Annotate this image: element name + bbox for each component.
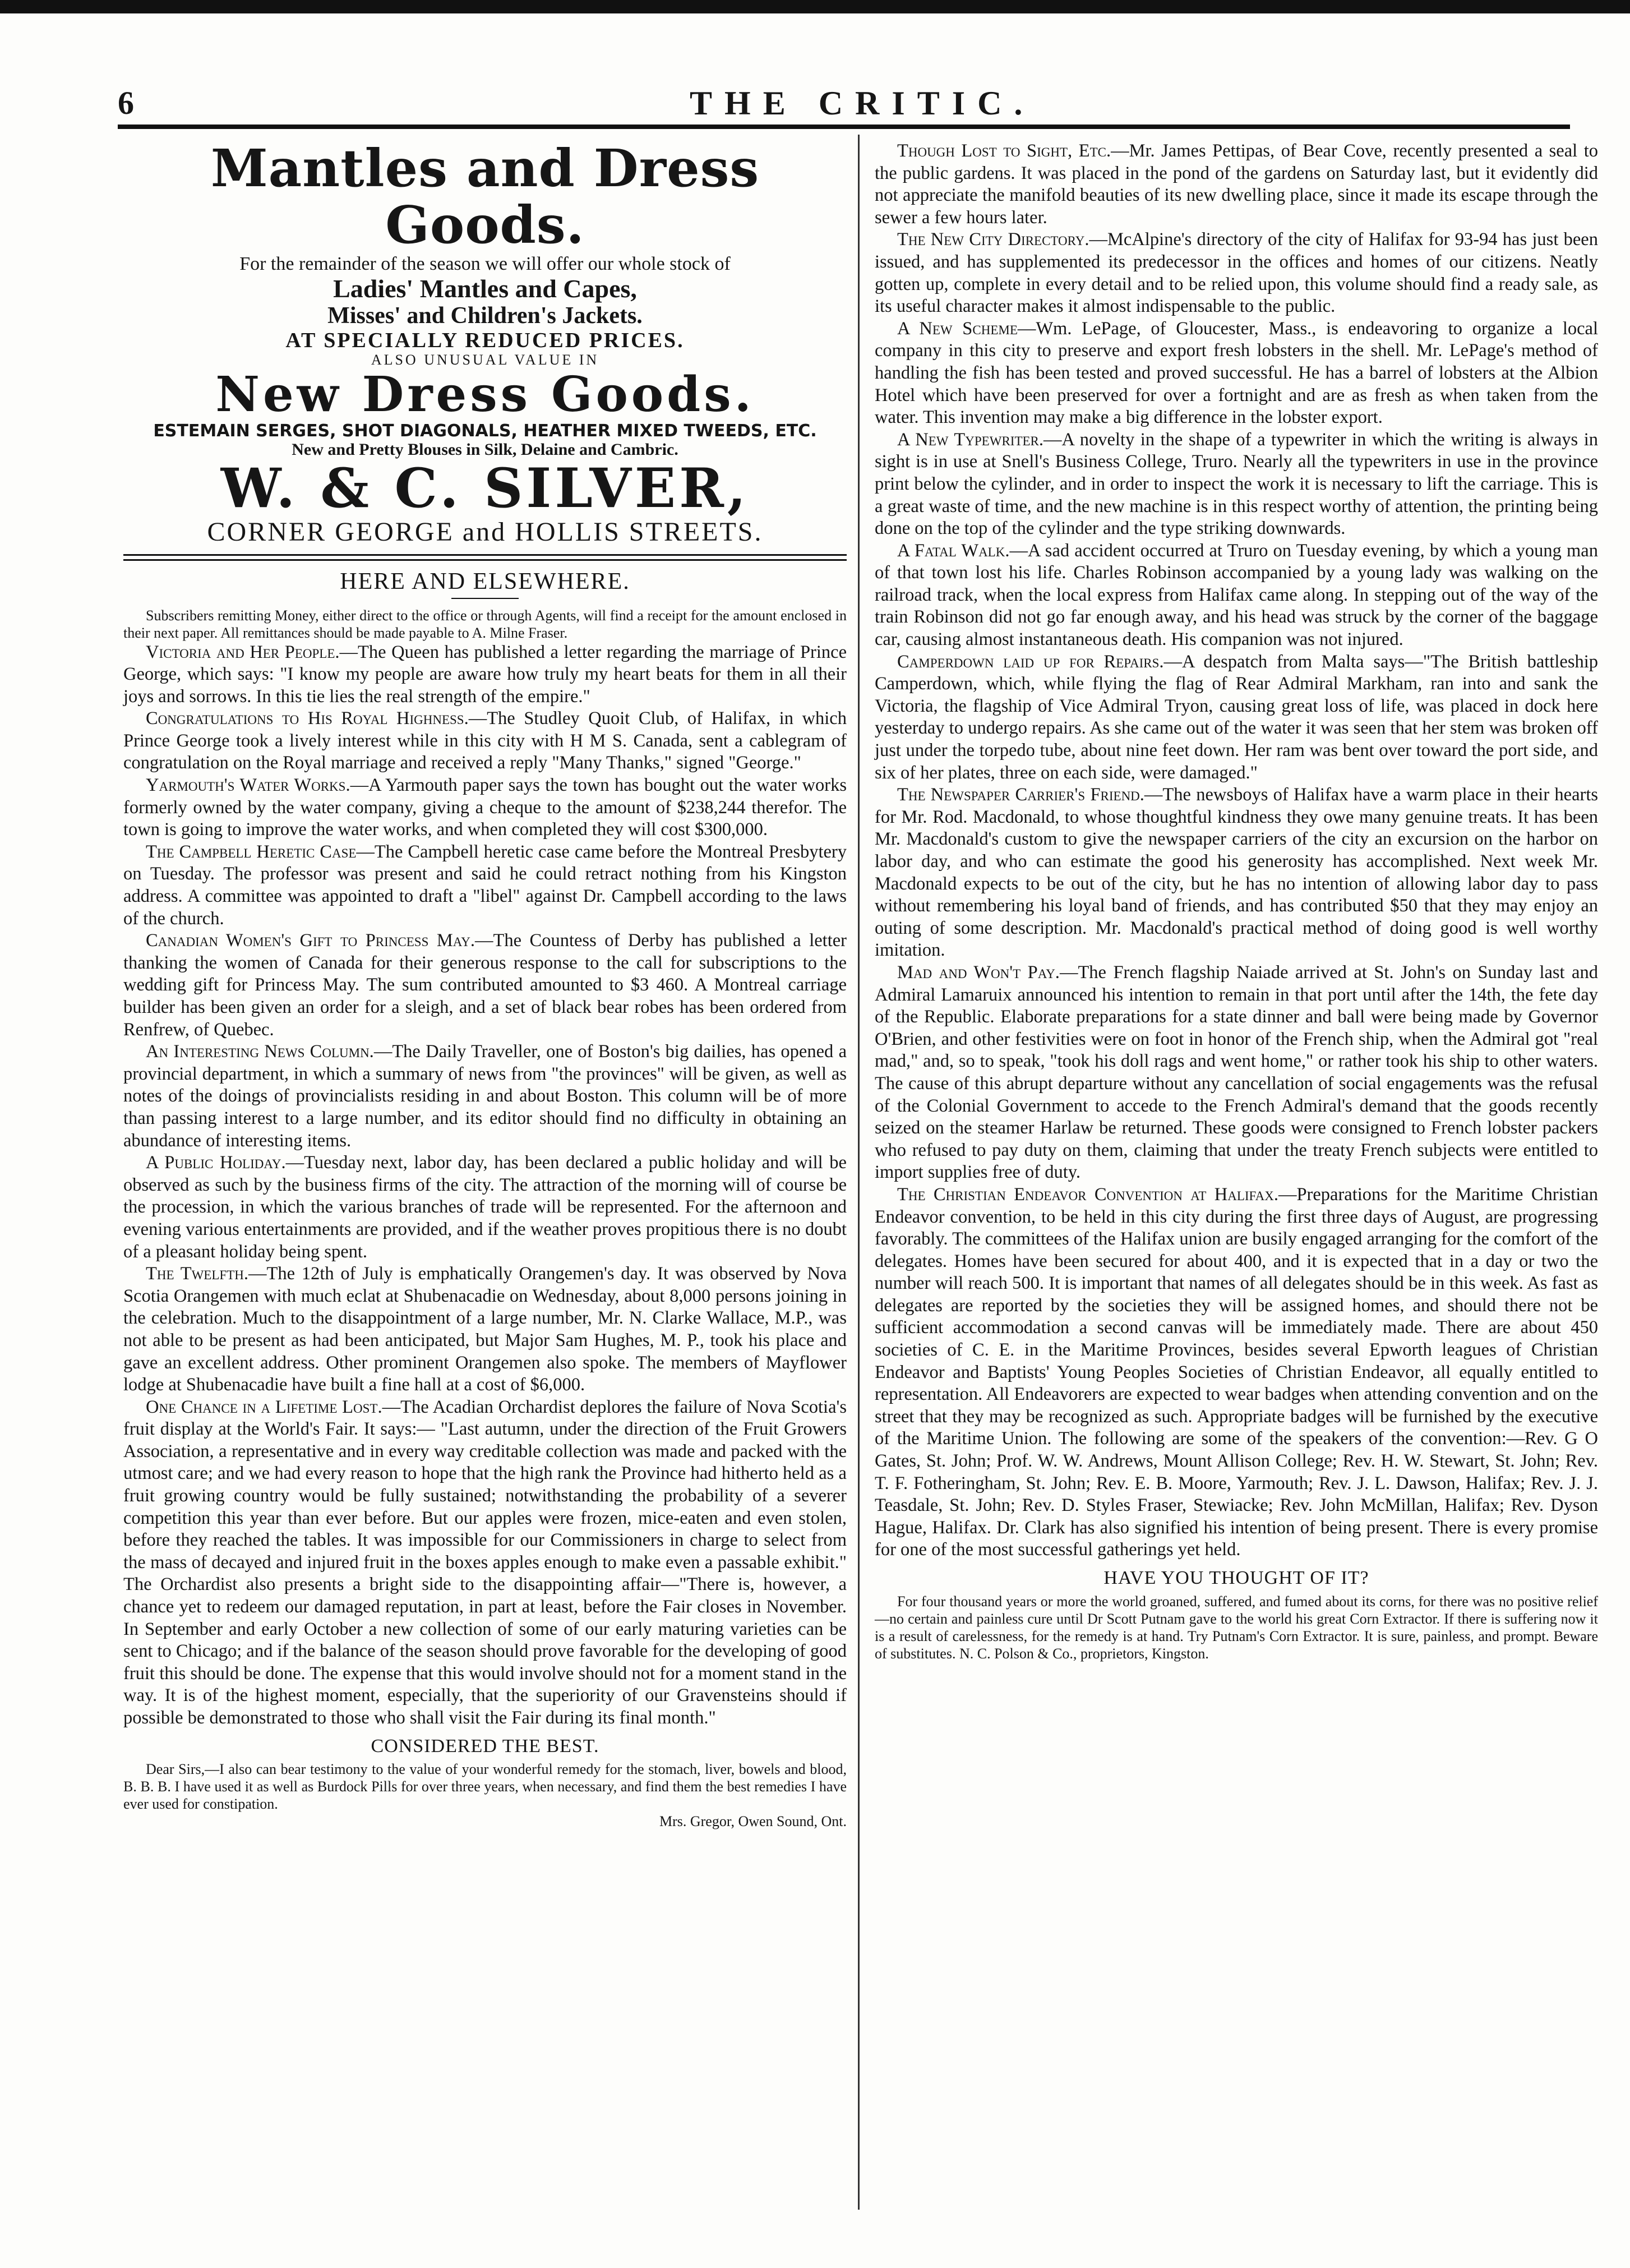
ad-line: For the remainder of the season we will offer our whole stock of — [239, 253, 731, 275]
article-kicker: A New Scheme — [897, 318, 1018, 339]
article — [123, 775, 847, 841]
article-kicker: Victoria and Her People. — [146, 642, 340, 662]
ad-line: ALSO UNUSUAL VALUE IN — [371, 352, 599, 368]
ad-line: Misses' and Children's Jackets. — [327, 303, 643, 329]
article-body: —The French flagship Naiade arrived at St. John's on Sunday last and Admiral Lamaruix announced his intention to remain in that port until after the 14th, the fete day of the Republic. Elaborate preparations for a state dinner and ball were being made by Governor O'Brien, and other festivities were on foot in honor of the French ship, when the Admiral got "real mad," and, so to speak, "took his doll rags and went home," or rather took his ship to other waters. The cause of this abrupt departure without any cancellation of social engagements was the refusal of the Colonial Government to accede to the French Admiral's demand that the goods recently seized on the steamer Harlaw be returned. These goods were consigned to French lobster packers who refused to pay duty on them, claiming that under the treaty French subjects were entitled to import supplies free of duty. — [875, 962, 1598, 1183]
masthead-title: THE CRITIC. — [690, 85, 1035, 122]
article-kicker: The Newspaper Carrier's Friend. — [897, 785, 1144, 805]
article-body: —Mr. James Pettipas, of Bear Cove, recently presented a seal to the public gardens. It was placed in the pond of the gardens on Saturday last, but it evidently did not appreciate the manifold beauties of its new dwelling place, since it made its escape through the sewer a few hours later. — [875, 141, 1598, 228]
article-body: —The Countess of Derby has published a letter thanking the women of Canada for their generous response to the call for subscriptions to the wedding gift for Princess May. The sum contributed amounted to $3 460. A Montreal carriage builder has been given an order for a sleigh, and a set of black bear robes has been ordered from Renfrew, of Quebec. — [123, 930, 847, 1040]
subscriber-notice: Subscribers remitting Money, either direct to the office or through Agents, will find a receipt for the amount enclosed in their next paper. All remittances should be made payable to A. Milne Fraser. — [123, 607, 847, 641]
article-kicker: An Interesting News Column. — [146, 1041, 374, 1062]
article — [123, 1041, 847, 1152]
ad-signature: Mrs. Gregor, Owen Sound, Ont. — [659, 1813, 847, 1830]
ad-body: For four thousand years or more the world groaned, suffered, and fumed about its corns, for there was no positive relief—no certain and painless cure until Dr Scott Putnam gave to the world his great Corn Extractor. If there is suffering now it is a result of carelessness, for the remedy is at hand. Try Putnam's Corn Extractor. It is sure, painless, and prompt. Beware of substitutes. N. C. Polson & Co., proprietors, Kingston. — [875, 1593, 1598, 1662]
article-kicker: The Twelfth. — [146, 1264, 248, 1284]
article-body: —A novelty in the shape of a typewriter in which the writing is always in sight is in use at Snell's Business College, Truro. Nearly all the typewriters in use in the province print below the cylinder, and in order to inspect the work it is necessary to lift the carriage. This is a great waste of time, and the new machine is in this respect worthy of attention, the printing being done on the top of the cylinder and the type striking downwards. — [875, 429, 1598, 539]
article — [875, 962, 1598, 1184]
ad-address: CORNER GEORGE and HOLLIS STREETS. — [207, 517, 763, 547]
article-body: —A despatch from Malta says—"The British battleship Camperdown, which, while flying the flag of Rear Admiral Markham, ran into and sank the Victoria, the flagship of Vice Admiral Tryon, causing great loss of life, was placed in dock here yesterday to undergo repairs. As she came out of the water it was seen that her stem was broken off just under the torpedo tube, about nine feet down. Her ram was bent over toward the port side, and six of her plates, three on each side, were damaged." — [875, 651, 1598, 783]
article — [875, 1184, 1598, 1561]
article-kicker: The New City Directory. — [897, 229, 1089, 250]
article — [875, 784, 1598, 962]
article-body: —McAlpine's directory of the city of Halifax for 93-94 has just been issued, and has supplemented its predecessor in the offices and homes of our citizens. Neatly gotten up, complete in every detail and to be relied upon, this volume should find a ready sale, as its useful character makes it almost indispensable to the public. — [875, 229, 1598, 317]
article-kicker: The Christian Endeavor Convention at Halifax. — [897, 1184, 1278, 1205]
ad-line: New and Pretty Blouses in Silk, Delaine and Cambric. — [292, 440, 678, 459]
article-kicker: The Campbell Heretic Case — [146, 841, 357, 862]
double-rule — [123, 554, 847, 561]
ad-body: Dear Sirs,—I also can bear testimony to the value of your wonderful remedy for the stomach, liver, bowels and blood, B. B. B. I have used it as well as Burdock Pills for over three years, when necessary, and find them the best remedies I have ever used for constipation. — [123, 1761, 847, 1813]
article-body: —The newsboys of Halifax have a warm place in their hearts for Mr. Rod. Macdonald, to whose thoughtful kindness they owe many genuine treats. It has been Mr. Macdonald's custom to give the newspaper carriers of the city an excursion on the harbor on labor day, and who can estimate the good his generosity has accomplished. Next week Mr. Macdonald expects to be out of the city, but he has no intention of allowing labor day to pass without remembering his loyal band of friends, and has contributed $50 that they may enjoy an outing of some description. Mr. Macdonald's practical method of doing good is well worthy imitation. — [875, 785, 1599, 961]
article — [875, 318, 1598, 429]
article-body: —A sad accident occurred at Truro on Tuesday evening, by which a young man of that town lost his life. Charles Robinson accompanied by a young lady was walking on the railroad track, when the local express from Halifax came along. In stepping out of the way of the train Robinson did not go far enough away, and his head was struck by the corner of the baggage car, causing almost instantaneous death. His companion was not injured. — [875, 540, 1598, 650]
article-kicker: One Chance in a Lifetime Lost. — [146, 1396, 382, 1417]
silver-advertisement — [123, 140, 847, 547]
column-divider — [858, 135, 860, 2210]
article-body: —Tuesday next, labor day, has been declared a public holiday and will be observed as such by the business firms of the city. The attraction of the morning will of course be the procession, in which the various branches of trade will be represented. For the afternoon and evening various entertainments are provided, and if the weather proves propitious there is no doubt of a pleasant holiday being spent. — [123, 1153, 847, 1262]
article-body: —The 12th of July is emphatically Orangemen's day. It was observed by Nova Scotia Orangemen with much eclat at Shubenacadie on Wednesday, about 8,000 persons joining in the celebration. Much to the disappointment of a large number, Mr. N. Clarke Wallace, M.P., was not able to be present as had been anticipated, but Major Sam Hughes, M. P., took his place and gave an excellent address. Other prominent Orangemen also spoke. The members of Mayflower lodge at Shubenacadie have built a fine hall at a cost of $6,000. — [123, 1264, 847, 1395]
article-kicker: Camperdown laid up for Repairs. — [897, 651, 1164, 672]
article — [123, 841, 847, 930]
article — [123, 1396, 847, 1730]
article-kicker: Yarmouth's Water Works. — [146, 775, 350, 796]
article-kicker: Mad and Won't Pay. — [897, 962, 1060, 983]
article-kicker: A Fatal Walk. — [897, 540, 1010, 561]
article-kicker: A Public Holiday. — [146, 1153, 286, 1173]
article — [123, 1263, 847, 1396]
ad-title: HAVE YOU THOUGHT OF IT? — [1103, 1568, 1369, 1588]
right-column — [875, 140, 1598, 1662]
ad-line: ESTEMAIN SERGES, SHOT DIAGONALS, HEATHER MIXED TWEEDS, ETC. — [153, 421, 817, 441]
article-kicker: A New Typewriter. — [897, 429, 1044, 450]
page-number: 6 — [118, 85, 134, 121]
article-kicker: Though Lost to Sight, Etc. — [897, 141, 1111, 161]
article-kicker: Congratulations to His Royal Highness. — [146, 708, 469, 729]
page-header — [118, 84, 1576, 123]
article-body: —The Studley Quoit Club, of Halifax, in which Prince George took a lively interest while in this city with H M S. Canada, sent a cablegram of congratulation on the Royal marriage and received a reply "Many Thanks," signed "George." — [123, 708, 847, 773]
article — [875, 429, 1598, 540]
ad-merchant-name: W. & C. SILVER, — [220, 456, 750, 520]
section-title: HERE AND ELSEWHERE. — [340, 568, 630, 594]
article — [123, 1152, 847, 1263]
short-rule — [451, 598, 519, 599]
article — [123, 642, 847, 708]
ad-headline: Mantles and Dress Goods. — [210, 138, 760, 256]
article — [875, 140, 1598, 229]
article — [875, 229, 1598, 317]
top-border-bar — [0, 0, 1630, 13]
ad-subheadline: New Dress Goods. — [215, 366, 755, 423]
article-body: —The Acadian Orchardist deplores the failure of Nova Scotia's fruit display at the World's Fair. It says:— "Last autumn, under the direction of the Fruit Growers Association, a representative and in every way creditable collection was made and packed with the utmost care; and we had every reason to hope that the high rank the Province had hitherto held as a fruit growing country would be fully sustained; notwithstanding the probability of a severer competition this year than ever before. But our apples were frozen, mice-eaten and even stolen, before they reached the tables. It was impossible for our Commissioners in charge to select from the mass of decayed and injured fruit in the boxes apples enough to make even a passable exhibit." The Orchardist also presents a bright side to the disappointing affair—"There is, however, a chance yet to redeem our damaged reputation, in part at least, before the Fair closes in November. In September and early October a new collection of some of our early maturing varieties can be sent to Chicago; and if the balance of the season should prove favorable for the developing of good fruit this should be done. The expense that this would involve should not for a moment stand in the way. It is of the highest moment, especially, that the superiority of our Gravensteins should if possible be demonstrated to those who shall visit the Fair during its final month." — [123, 1396, 847, 1728]
ad-line: Ladies' Mantles and Capes, — [333, 274, 637, 303]
article — [875, 651, 1598, 785]
header-rule — [118, 125, 1570, 129]
article — [123, 708, 847, 775]
article-kicker: Canadian Women's Gift to Princess May. — [146, 930, 475, 951]
ad-line: AT SPECIALLY REDUCED PRICES. — [285, 328, 685, 352]
article-body: —The Daily Traveller, one of Boston's big dailies, has opened a provincial department, in which a summary of news from "the provinces" will be given, as well as notes of the doings of provincialists residing in and about Boston. This column will be of more than passing interest to a large number, and its editor should find no difficulty in obtaining an abundance of interesting items. — [123, 1041, 847, 1151]
article-body: —A Yarmouth paper says the town has bought out the water works formerly owned by the water company, giving a cheque to the amount of $238,244 therefor. The town is going to improve the water works, and when completed they will cost $300,000. — [123, 775, 847, 840]
ad-title: CONSIDERED THE BEST. — [371, 1735, 599, 1757]
article-body: —The Campbell heretic case came before the Montreal Presbytery on Tuesday. The professor was present and said he could retract nothing from his Kingston address. A committee was appointed to draft a "libel" against Dr. Campbell according to the laws of the church. — [123, 841, 847, 929]
article-body: —The Queen has published a letter regarding the marriage of Prince George, which says: "I know my people are aware how truly my heart beats for them in all their joys and sorrows. In this tie lies the real strength of the empire." — [123, 642, 847, 707]
article — [875, 540, 1598, 651]
article — [123, 930, 847, 1041]
left-column — [123, 140, 847, 1830]
article-body: —Wm. LePage, of Gloucester, Mass., is endeavoring to organize a local company in this city to preserve and export fresh lobsters in the shell. Mr. LePage's method of handling the fish has been tested and proved successful. He has a barrel of lobsters at the Albion Hotel which have been preserved for over a fortnight and are as fresh as when taken from the water. This invention may make a big difference in the lobster export. — [875, 318, 1598, 428]
article-body: —Preparations for the Maritime Christian Endeavor convention, to be held in this city during the first three days of August, are progressing favorably. The committees of the Halifax union are busily engaged arranging for the comfort of the delegates. Homes have been secured for about 400, and it is expected that in a day or two the number will reach 500. It is important that names of all delegates should be in this week. As fast as delegates are reported by the societies they will be assigned homes, and should there not be sufficient accommodation a second canvas will be immediately made. There are about 450 societies of C. E. in the Maritime Provinces, besides several Epworth leagues of Christian Endeavor and Baptists' Young Peoples Societies of Christian Endeavor, all equally entitled to representation. All Endeavorers are expected to wear badges when attending convention and on the street that they may be recognized as such. Appropriate badges will be furnished by the executive of the Maritime Union. The following are some of the speakers of the convention:—Rev. G O Gates, St. John; Prof. W. W. Andrews, Mount Allison College; Rev. H. W. Stewart, St. John; Rev. T. F. Fotheringham, St. John; Rev. E. B. Moore, Yarmouth; Rev. J. L. Dawson, Halifax; Rev. J. J. Teasdale, St. John; Rev. D. Styles Fraser, Stewiacke; Rev. John McMillan, Halifax; Rev. Dyson Hague, Halifax. Dr. Clark has also signified his intention of being present. There is every promise for one of the most successful gatherings yet held. — [875, 1184, 1598, 1560]
